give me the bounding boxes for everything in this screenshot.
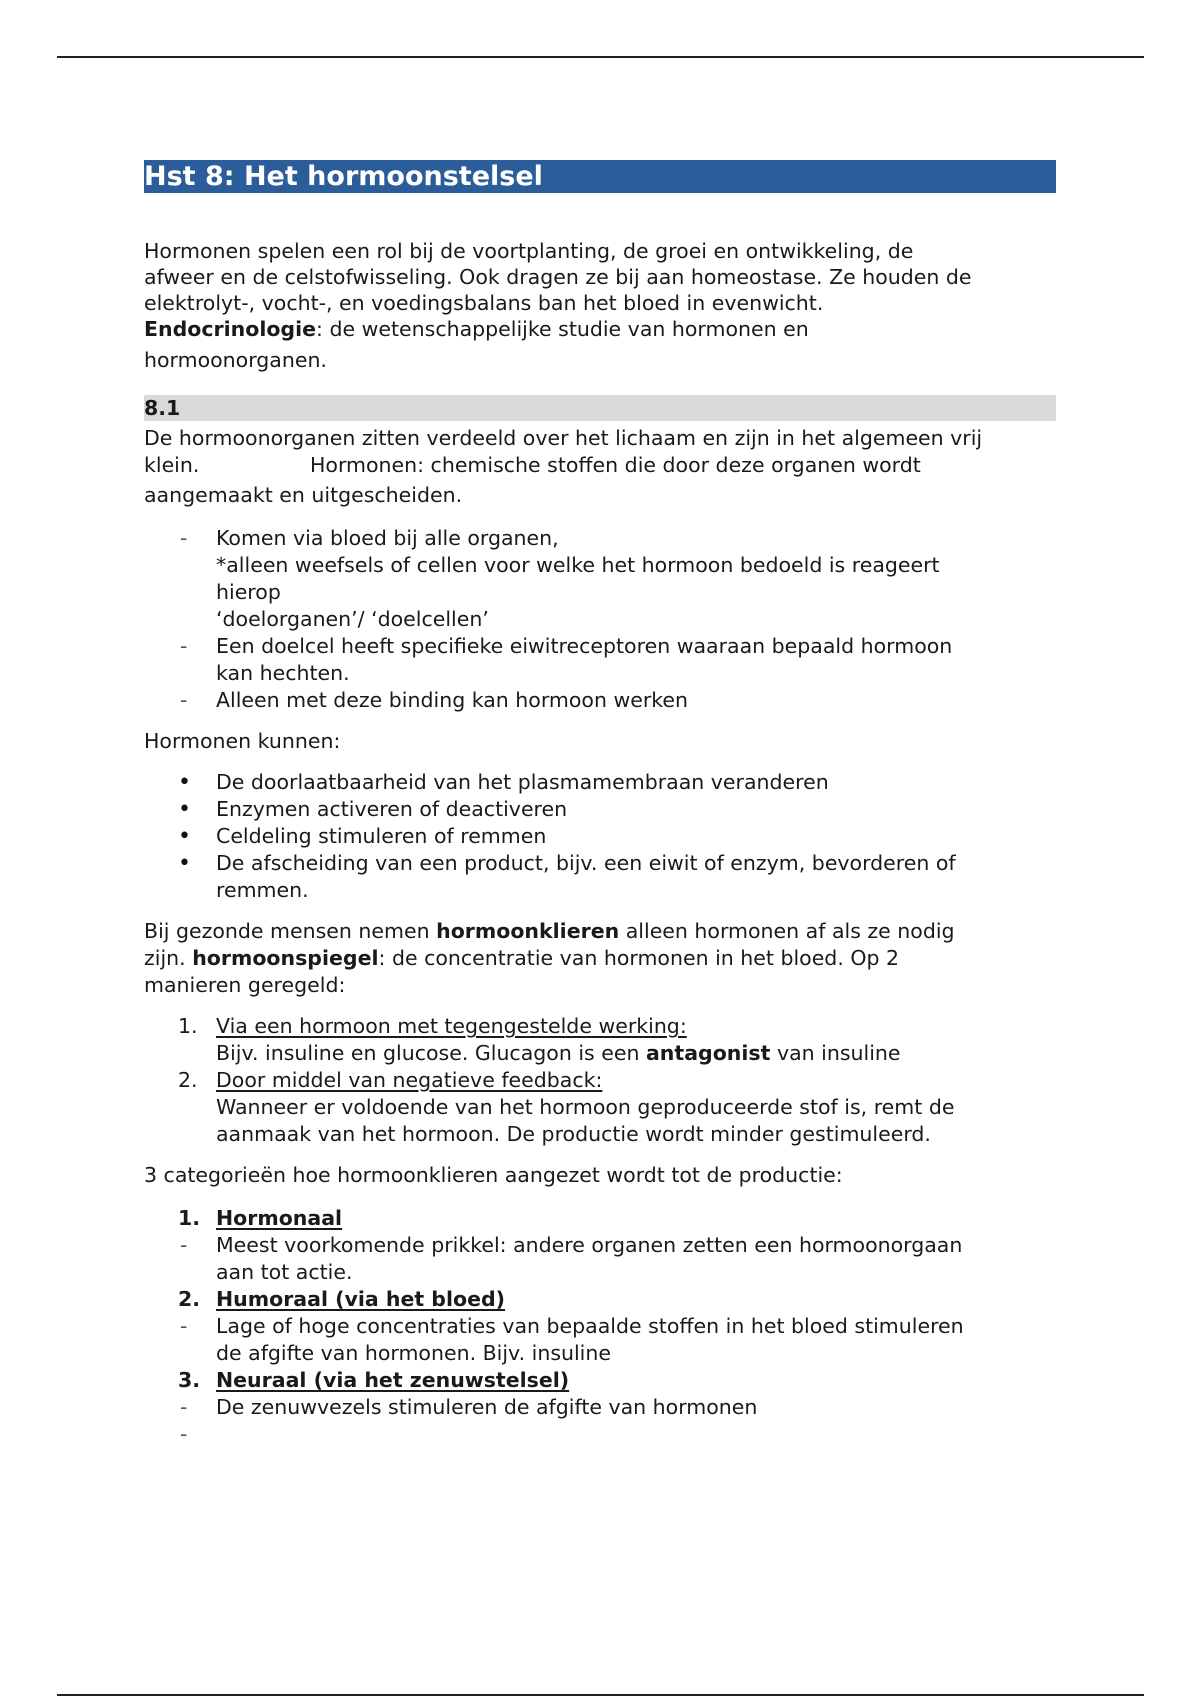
header-rule — [57, 56, 1144, 58]
list-item — [144, 1232, 1056, 1286]
text-line — [144, 945, 1056, 972]
number-marker: 2. — [178, 1068, 198, 1092]
bullet-marker: • — [178, 770, 191, 795]
section-paragraph-1 — [144, 425, 1056, 509]
dash-marker: - — [180, 688, 188, 712]
document-body — [144, 160, 1056, 1448]
number-marker: 3. — [178, 1368, 201, 1392]
term-hormoonklieren: hormoonklieren — [436, 919, 620, 943]
list-item — [144, 1313, 1056, 1367]
text-span: Bij gezonde mensen nemen — [144, 919, 437, 943]
category-title: Humoraal (via het bloed) — [216, 1287, 506, 1311]
text-span: zijn. — [144, 946, 193, 970]
intro-line: Hormonen spelen een rol bij de voortplanting, de groei en ontwikkeling, de — [144, 239, 914, 263]
regulation-title: Door middel van negatieve feedback: — [216, 1068, 603, 1092]
text-span: : de concentratie van hormonen in het bloed. Op 2 — [378, 946, 900, 970]
number-marker: 1. — [178, 1014, 198, 1038]
list-item — [144, 525, 1056, 633]
category-title: Neuraal (via het zenuwstelsel) — [216, 1368, 570, 1392]
dash-marker: - — [180, 1314, 188, 1338]
category-title-item — [144, 1286, 1056, 1313]
text-line: ‘doelorganen’/ ‘doelcellen’ — [216, 607, 489, 631]
text-span: van insuline — [770, 1041, 901, 1065]
regulation-list — [144, 1013, 1056, 1148]
term-hormoonspiegel: hormoonspiegel — [192, 946, 379, 970]
text-span: klein. — [144, 453, 200, 477]
dash-marker: - — [180, 634, 188, 658]
text-line: De doorlaatbaarheid van het plasmamembraan veranderen — [216, 770, 829, 794]
intro-paragraph — [144, 238, 1056, 374]
text-line: De zenuwvezels stimuleren de afgifte van hormonen — [216, 1395, 758, 1419]
number-marker: 2. — [178, 1287, 201, 1311]
categories-intro: 3 categorieën hoe hormoonklieren aangezet wordt tot de productie: — [144, 1163, 843, 1187]
intro-line: afweer en de celstofwisseling. Ook dragen ze bij aan homeostase. Ze houden de — [144, 265, 972, 289]
text-line: Meest voorkomende prikkel: andere organen zetten een hormoonorgaan — [216, 1233, 963, 1257]
endocrinology-def-cont: hormoonorganen. — [144, 348, 327, 372]
list-item — [144, 796, 1056, 823]
text-line — [216, 1421, 1056, 1448]
text-span: alleen hormonen af als ze nodig — [619, 919, 955, 943]
category-title: Hormonaal — [216, 1206, 343, 1230]
text-line — [216, 1205, 1056, 1232]
text-line: aanmaak van het hormoon. De productie wordt minder gestimuleerd. — [216, 1122, 931, 1146]
endocrinology-def-text: : de wetenschappelijke studie van hormonen en — [316, 317, 809, 341]
text-line: aangemaakt en uitgescheiden. — [144, 483, 463, 507]
chapter-heading — [144, 160, 1056, 193]
endocrinology-term: Endocrinologie — [144, 317, 317, 341]
dash-marker: - — [180, 1422, 188, 1446]
text-span: Bijv. insuline en glucose. Glucagon is een — [216, 1041, 646, 1065]
regulation-title: Via een hormoon met tegengestelde werking: — [216, 1014, 687, 1038]
text-line: de afgifte van hormonen. Bijv. insuline — [216, 1341, 611, 1365]
bullet-marker: • — [178, 824, 191, 849]
list-item — [144, 823, 1056, 850]
text-line — [216, 1367, 1056, 1394]
bullet-list — [144, 769, 1056, 904]
list-item — [144, 1067, 1056, 1148]
category-title-item — [144, 1367, 1056, 1394]
text-line — [144, 452, 1056, 479]
chapter-heading-text: Hst 8: Het hormoonstelsel — [144, 161, 543, 192]
text-line — [144, 918, 1056, 945]
text-line: Alleen met deze binding kan hormoon werken — [216, 688, 689, 712]
text-line: Enzymen activeren of deactiveren — [216, 797, 568, 821]
text-line: Komen via bloed bij alle organen, — [216, 526, 559, 550]
text-line — [216, 1067, 1056, 1094]
category-title-item — [144, 1205, 1056, 1232]
text-line — [216, 1040, 1056, 1067]
section-heading: 8.1 — [144, 395, 1056, 421]
number-marker: 1. — [178, 1206, 201, 1230]
dash-list — [144, 525, 1056, 714]
text-line: Een doelcel heeft specifieke eiwitreceptoren waaraan bepaald hormoon — [216, 634, 953, 658]
bullet-marker: • — [178, 851, 191, 876]
text-line: *alleen weefsels of cellen voor welke het hormoon bedoeld is reageert — [216, 553, 940, 577]
hormone-level-paragraph — [144, 918, 1056, 999]
endocrinology-definition — [144, 316, 1056, 343]
list-item — [144, 1394, 1056, 1421]
text-line: aan tot actie. — [216, 1260, 353, 1284]
text-line: remmen. — [216, 878, 309, 902]
text-line: hierop — [216, 580, 281, 604]
text-line: manieren geregeld: — [144, 973, 346, 997]
list-item — [144, 687, 1056, 714]
text-span: Hormonen: chemische stoffen die door deze organen wordt — [310, 453, 921, 477]
dash-marker: - — [180, 1233, 188, 1257]
footer-rule — [57, 1694, 1144, 1696]
term-antagonist: antagonist — [645, 1041, 771, 1065]
bullet-marker: • — [178, 797, 191, 822]
text-line — [216, 1013, 1056, 1040]
dash-marker: - — [180, 1395, 188, 1419]
categories-list — [144, 1205, 1056, 1448]
list-item — [144, 1013, 1056, 1067]
list-item — [144, 850, 1056, 904]
text-line: Celdeling stimuleren of remmen — [216, 824, 547, 848]
list-item — [144, 769, 1056, 796]
hormones-can-intro: Hormonen kunnen: — [144, 729, 341, 753]
text-line — [216, 1286, 1056, 1313]
intro-line: elektrolyt-, vocht-, en voedingsbalans ban het bloed in evenwicht. — [144, 291, 824, 315]
text-line: Lage of hoge concentraties van bepaalde stoffen in het bloed stimuleren — [216, 1314, 964, 1338]
text-line: kan hechten. — [216, 661, 350, 685]
text-line: De hormoonorganen zitten verdeeld over het lichaam en zijn in het algemeen vrij — [144, 426, 983, 450]
text-line: Wanneer er voldoende van het hormoon geproduceerde stof is, remt de — [216, 1095, 955, 1119]
empty-list-item — [144, 1421, 1056, 1448]
list-item — [144, 633, 1056, 687]
text-line: De afscheiding van een product, bijv. een eiwit of enzym, bevorderen of — [216, 851, 956, 875]
dash-marker: - — [180, 526, 188, 550]
